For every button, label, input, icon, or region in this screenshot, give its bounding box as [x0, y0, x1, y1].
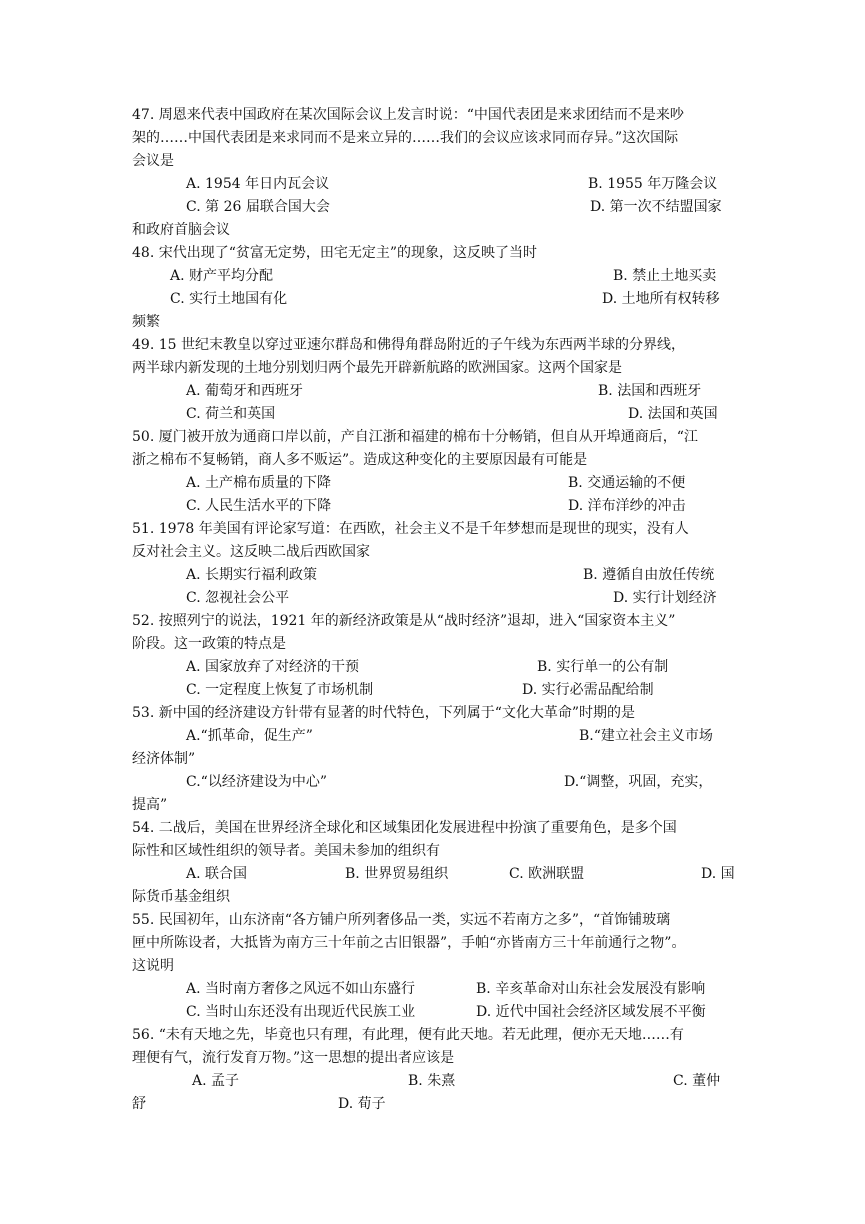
q51-stem-line2: 反对社会主义。这反映二战后西欧国家 — [132, 544, 370, 560]
q55-option-b: B. 辛亥革命对山东社会发展没有影响 — [476, 981, 706, 997]
q56-option-c: C. 董仲 — [673, 1073, 721, 1089]
q54-option-b: B. 世界贸易组织 — [345, 866, 449, 882]
q51-option-b: B. 遵循自由放任传统 — [583, 567, 715, 583]
q53-option-d: D.“调整，巩固，充实， — [564, 774, 713, 790]
q48-option-d-wrap: 频繁 — [132, 314, 160, 330]
q53-stem-line1: 53. 新中国的经济建设方针带有显著的时代特色，下列属于“文化大革命”时期的是 — [132, 705, 636, 721]
q49-option-c: C. 荷兰和英国 — [186, 406, 276, 422]
q54-option-c: C. 欧洲联盟 — [509, 866, 585, 882]
q54-stem-line1: 54. 二战后，美国在世界经济全球化和区域集团化发展进程中扮演了重要角色，是多个国 — [132, 820, 677, 836]
q50-option-b: B. 交通运输的不便 — [568, 475, 686, 491]
q56-option-a: A. 孟子 — [192, 1073, 240, 1089]
q47-option-b: B. 1955 年万隆会议 — [588, 176, 718, 192]
q47-option-d: D. 第一次不结盟国家 — [590, 199, 722, 215]
q49-option-b: B. 法国和西班牙 — [598, 383, 702, 399]
q55-option-c: C. 当时山东还没有出现近代民族工业 — [186, 1004, 416, 1020]
q53-option-a: A.“抓革命，促生产” — [186, 728, 313, 744]
q55-stem-line2: 匣中所陈设者，大抵皆为南方三十年前之古旧银器”，手帕“亦皆南方三十年前通行之物”。 — [132, 935, 686, 951]
q49-option-d: D. 法国和英国 — [628, 406, 718, 422]
q47-stem-line2: 架的……中国代表团是来求同而不是来立异的……我们的会议应该求同而存异。”这次国际 — [132, 130, 679, 146]
q53-option-c: C.“以经济建设为中心” — [186, 774, 327, 790]
q50-stem-line2: 浙之棉布不复畅销，商人多不贩运”。造成这种变化的主要原因最有可能是 — [132, 452, 588, 468]
q47-stem-line1: 47. 周恩来代表中国政府在某次国际会议上发言时说：“中国代表团是来求团结而不是来吵 — [132, 107, 684, 123]
q54-stem-line2: 际性和区域性组织的领导者。美国未参加的组织有 — [132, 843, 440, 859]
q54-option-d: D. 国 — [701, 866, 735, 882]
q56-stem-line2: 理便有气，流行发育万物。”这一思想的提出者应该是 — [132, 1050, 455, 1066]
q51-option-a: A. 长期实行福利政策 — [186, 567, 318, 583]
q49-option-a: A. 葡萄牙和西班牙 — [186, 383, 304, 399]
q55-stem-line1: 55. 民国初年，山东济南“各方铺户所列奢侈品一类，实远不若南方之多”，“首饰铺玻璃 — [132, 912, 671, 928]
q49-stem-line2: 两半球内新发现的土地分别划归两个最先开辟新航路的欧洲国家。这两个国家是 — [132, 360, 622, 376]
q50-option-a: A. 土产棉布质量的下降 — [186, 475, 332, 491]
q56-option-c-wrap: 舒 — [132, 1096, 146, 1112]
q52-option-c: C. 一定程度上恢复了市场机制 — [186, 682, 374, 698]
q52-option-a: A. 国家放弃了对经济的干预 — [186, 659, 360, 675]
q52-stem-line1: 52. 按照列宁的说法，1921 年的新经济政策是从“战时经济”退却，进入“国家资本主义” — [132, 613, 676, 629]
q56-stem-line1: 56. “未有天地之先，毕竟也只有理，有此理，便有此天地。若无此理，便亦无天地……有 — [132, 1027, 684, 1043]
q56-option-b: B. 朱熹 — [408, 1073, 456, 1089]
q49-stem-line1: 49. 15 世纪末教皇以穿过亚速尔群岛和佛得角群岛附近的子午线为东西两半球的分界线， — [132, 337, 685, 353]
q52-stem-line2: 阶段。这一政策的特点是 — [132, 636, 286, 652]
q54-option-d-wrap: 际货币基金组织 — [132, 889, 230, 905]
q52-option-d: D. 实行必需品配给制 — [522, 682, 654, 698]
q48-option-a: A. 财产平均分配 — [170, 268, 274, 284]
q47-option-c: C. 第 26 届联合国大会 — [186, 199, 330, 215]
q51-option-c: C. 忽视社会公平 — [186, 590, 290, 606]
q50-stem-line1: 50. 厦门被开放为通商口岸以前，产自江浙和福建的棉布十分畅销，但自从开埠通商后，“江 — [132, 429, 698, 445]
q48-option-d: D. 土地所有权转移 — [602, 291, 720, 307]
q48-option-c: C. 实行土地国有化 — [170, 291, 288, 307]
q51-option-d: D. 实行计划经济 — [613, 590, 717, 606]
q53-option-b: B.“建立社会主义市场 — [579, 728, 713, 744]
q52-option-b: B. 实行单一的公有制 — [537, 659, 669, 675]
q53-option-d-wrap: 提高” — [132, 797, 168, 813]
q47-option-a: A. 1954 年日内瓦会议 — [186, 176, 330, 192]
q48-option-b: B. 禁止土地买卖 — [613, 268, 717, 284]
q50-option-d: D. 洋布洋纱的冲击 — [568, 498, 686, 514]
q55-option-d: D. 近代中国社会经济区域发展不平衡 — [476, 1004, 706, 1020]
q47-option-d-wrap: 和政府首脑会议 — [132, 222, 230, 238]
q56-option-d: D. 荀子 — [338, 1096, 386, 1112]
q47-stem-line3: 会议是 — [132, 153, 174, 169]
q48-stem-line1: 48. 宋代出现了“贫富无定势，田宅无定主”的现象，这反映了当时 — [132, 245, 538, 261]
q55-stem-line3: 这说明 — [132, 958, 174, 974]
q55-option-a: A. 当时南方奢侈之风远不如山东盛行 — [186, 981, 416, 997]
q54-option-a: A. 联合国 — [186, 866, 248, 882]
q53-option-b-wrap: 经济体制” — [132, 751, 196, 767]
q51-stem-line1: 51. 1978 年美国有评论家写道：在西欧，社会主义不是千年梦想而是现世的现实，没有人 — [132, 521, 689, 537]
q50-option-c: C. 人民生活水平的下降 — [186, 498, 332, 514]
